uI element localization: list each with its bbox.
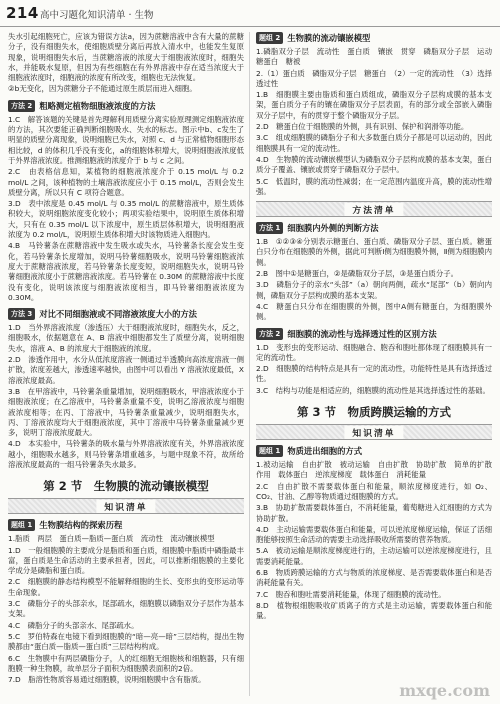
paragraph: 5.C 低温时，膜的流动性减弱；在一定范围内温度升高，膜的流动性增强。 xyxy=(256,176,492,196)
method-title: 细胞膜内外侧的判断方法 xyxy=(287,223,379,234)
paragraph: 1.B ①②③④分别表示糖蛋白、蛋白质、磷脂双分子层、蛋白质。糖蛋白只分布在细胞膜的外侧，据此可判断Ⅰ侧为细胞膜外侧，Ⅱ侧为细胞膜内侧。 xyxy=(256,237,492,267)
paragraph: 1.被动运输 自由扩散 被动运输 自由扩散 协助扩散 简单的扩散作用 载体蛋白 逆浓度梯度 载体蛋白 消耗能量 xyxy=(256,460,492,480)
group-tag: 题组 1 xyxy=(8,519,35,531)
paragraph: 4.D 本实验中，马铃薯条的吸水量与外界溶液浓度有关，外界溶液浓度越小，细胞吸水越多，则马铃薯条增重越多，与题中现象不符，故所给溶液浓度最高的一组马铃薯条失水最多。 xyxy=(8,439,244,469)
method-title: 细胞膜的流动性与选择透过性的区别方法 xyxy=(287,328,437,339)
paragraph: 4.B 马铃薯条在蔗糖溶液中发生吸水或失水，马铃薯条长度会发生变化，若马铃薯条长度增加，说明马铃薯细胞吸水，说明马铃薯细胞液浓度大于蔗糖溶液浓度，若马铃薯条长度变短，说明细胞失水，说明马铃薯细胞液浓度小于蔗糖溶液浓度。若马铃薯在 0.30M 的蔗糖溶液中长度没有变化，说明该浓度与细胞液浓度相当，即马铃薯细胞液浓度为 0.30M。 xyxy=(8,241,244,302)
paragraph: 1.D 一般细胞膜的主要成分是脂质和蛋白质，细胞膜中脂质中磷脂最丰富，蛋白质是生命活动的主要承担者，因此，可以推断细胞膜的主要化学成分是磷脂和蛋白质。 xyxy=(8,545,244,576)
paragraph: 1.B 细胞膜主要由脂质和蛋白质组成，磷脂双分子层构成膜的基本支架，蛋白质分子有的镶在磷脂双分子层表面，有的部分或全部嵌入磷脂双分子层中，有的贯穿于整个磷脂双分子层。 xyxy=(256,90,492,120)
method-tag: 方法 3 xyxy=(8,308,35,320)
paragraph: 7.C 胞吞和胞吐需要消耗能量，体现了细胞膜的流动性。 xyxy=(256,589,446,599)
paragraph: 3.B 在甲溶液中，马铃薯条重量增加，说明细胞吸水，甲溶液浓度小于细胞液浓度；在乙溶液中，马铃薯条重量不变，说明乙溶液浓度与细胞液浓度相等；在丙、丁溶液中，马铃薯条重量减少，说明细胞失水，丙、丁溶液浓度均大于细胞液浓度，其中丁溶液中马铃薯条重量减少更多，说明丁溶液浓度最大。 xyxy=(8,386,244,438)
page-number: 214 xyxy=(6,4,39,22)
method-title: 对比不同细胞液或不同溶液浓度大小的方法 xyxy=(39,309,197,320)
knowledge-banner xyxy=(8,498,244,514)
group-tag: 题组 2 xyxy=(256,32,283,44)
paragraph: 5.A 被动运输是顺浓度梯度进行的，主动运输可以逆浓度梯度进行，且需要消耗能量。 xyxy=(256,546,492,566)
method-heading xyxy=(8,308,244,320)
group-title: 生物膜的流动镶嵌模型 xyxy=(287,33,371,43)
group-title: 物质进出细胞的方式 xyxy=(287,446,362,457)
method-tag: 方法 2 xyxy=(8,100,35,112)
method-heading xyxy=(256,328,492,340)
paragraph: 4.D 主动运输需要载体蛋白和能量，可以逆浓度梯度运输，保证了活细胞能够按照生命活动的需要主动选择吸收所需要的营养物质。 xyxy=(256,524,492,545)
paragraph: 3.C 组成细胞膜的磷脂分子和大多数蛋白质分子都是可以运动的，因此细胞膜具有一定的流动性。 xyxy=(256,133,492,153)
paragraph: 1.C 解答该题的关键是首先理解利用质壁分离实验原理测定细胞液浓度的方法，其次要能正确判断细胞吸水、失水的标志。图示中b、c发生了明显的质壁分离现象，说明细胞已失水，对照 c、d 与正常植物细胞形态相比较，d 的体积几乎没有变化，a的细胞体积增大，说明细胞液浓度低于外界溶液浓度。推测细胞液的浓度介于 b 与 c 之间。 xyxy=(8,114,244,165)
paragraph: 失水引起细胞死亡，应该为错误方法a，因为蔗糖溶液中含有大量的蔗糖分子，没有细胞失水，使细胞质壁分离后再放入清水中，也能发生复原现象，说明细胞失水后，当蔗糖溶液的浓度大于细胞液浓度时，细胞失水，并能吸水复原，但因为有些细胞在有外界溶液中存在适当浓度大于细胞液浓度时，细胞液的浓度有所改变，细胞也无法恢复。 xyxy=(8,32,244,83)
paragraph: 2.D 糖蛋白位于细胞膜的外侧，具有识别、保护和润滑等功能。 xyxy=(256,122,469,132)
paragraph: 2.（1）蛋白质 磷脂双分子层 糖蛋白 （2）一定的流动性 （3）选择透过性 xyxy=(256,68,492,88)
paragraph: 1.脂质 两层 蛋白质—脂质—蛋白质 流动性 流动镶嵌模型 xyxy=(8,534,215,544)
banner-label: 方法清单 xyxy=(344,203,403,216)
paragraph: 2.C 自由扩散不需要载体蛋白和能量，顺浓度梯度进行，如 O₂、CO₂、甘油、乙醇等物质通过细胞膜的方式。 xyxy=(256,481,492,501)
method-tag: 方法 2 xyxy=(256,328,283,340)
paragraph: 4.D 生物膜的流动镶嵌模型认为磷脂双分子层构成膜的基本支架，蛋白质分子覆盖、镶嵌或贯穿于磷脂双分子层中。 xyxy=(256,154,492,175)
paragraph: 3.B 协助扩散需要载体蛋白，不消耗能量，葡萄糖进入红细胞的方式为协助扩散。 xyxy=(256,503,492,523)
paragraph: 2.B 图中①是糖蛋白，②是磷脂双分子层，③是蛋白质分子。 xyxy=(256,269,458,279)
column-divider xyxy=(249,32,250,696)
group-heading xyxy=(8,519,244,531)
group-title: 生物膜结构的探索历程 xyxy=(39,520,123,531)
paragraph: 3.D 磷脂分子的亲水“头部”（a）朝向两侧，疏水“尾部”（b）朝向内侧，磷脂双分子层构成膜的基本支架。 xyxy=(256,280,492,300)
banner-label: 知识清单 xyxy=(344,426,403,439)
method-heading xyxy=(256,222,492,234)
banner-label: 知识清单 xyxy=(96,500,155,513)
book-title: 高中习题化知识清单 · 生物 xyxy=(40,10,154,21)
paragraph: 5.C 罗伯特森在电镜下看到细胞膜的“暗—亮—暗”三层结构，提出生物膜都由“蛋白质—脂质—蛋白质”三层结构构成。 xyxy=(8,631,244,652)
paragraph: 8.D 植物根细胞吸收矿质离子的方式是主动运输，需要载体蛋白和能量。 xyxy=(256,600,492,621)
paragraph: 2.C 细胞膜的静态结构模型不能解释细胞的生长、变形虫的变形运动等生命现象。 xyxy=(8,577,244,597)
paragraph: 3.C 磷脂分子的头部亲水，尾部疏水，细胞膜以磷脂双分子层作为基本支架。 xyxy=(8,599,244,619)
knowledge-banner xyxy=(256,424,492,440)
group-heading xyxy=(256,445,492,457)
paragraph: 2.C 由表格信息知，某植物的细胞液浓度介于 0.15 mol/L 与 0.2 mol/L 之间，该种植物的土壤溶液浓度应小于 0.15 mol/L，否则会发生质壁分离，所以只有 C 项符合题意。 xyxy=(8,167,244,197)
page-header xyxy=(0,0,500,27)
paragraph: 2.D 细胞膜的结构特点是具有一定的流动性，功能特性是具有选择透过性。 xyxy=(256,364,492,384)
paragraph: 3.C 结构与功能是相适应的，细胞膜的流动性是其选择透过性的基础。 xyxy=(256,385,490,395)
method-banner xyxy=(256,201,492,217)
group-heading xyxy=(256,32,492,44)
paragraph: 2.D 渗透作用中，水分从低浓度溶液一侧通过半透膜向高浓度溶液一侧扩散，浓度差越大，渗透速率越快，由图中可以看出 Y 溶液浓度最低，X 溶液浓度最高。 xyxy=(8,355,244,385)
group-tag: 题组 1 xyxy=(256,445,283,457)
section-title: 第 2 节 生物膜的流动镶嵌模型 xyxy=(43,479,209,494)
paragraph: 4.C 磷脂分子的头部亲水、尾部疏水。 xyxy=(8,620,139,630)
paragraph: 3.D 表中浓度是 0.45 mol/L 与 0.35 mol/L 的蔗糖溶液中，原生质体积较大，说明细胞浓度变化较小；两项实验结果中，说明原生质体积增大，只有在 0.35 mol/L 以下浓度中，原生质层体积增大，说明细胞液浓度为 0.2 mol/L，说明原生质体积增大时该物质进入细胞内。 xyxy=(8,199,244,240)
paragraph: 7.D 脂溶性物质容易通过细胞膜，说明细胞膜中含有脂质。 xyxy=(8,675,206,685)
paragraph: 1.D 当外界溶液浓度（渗透压）大于细胞液浓度时，细胞失水，反之，细胞吸水，依据题意在 A、B 溶液中细胞都发生了质壁分离，说明细胞失水，溶液 A、B 的浓度大于细胞液的浓度。 xyxy=(8,323,244,353)
paragraph: 1.磷脂双分子层 流动性 蛋白质 镶嵌 贯穿 磷脂双分子层 运动 糖蛋白 糖被 xyxy=(256,47,500,67)
paragraph: ②b无变化，因为蔗糖分子不能通过原生质层而进入细胞。 xyxy=(8,84,197,94)
left-column xyxy=(8,32,244,696)
paragraph: 6.C 生物膜中有两层磷脂分子，人的红细胞无细胞核和细胞器，只有细胞膜一种生物膜，故单层分子面积为细胞膜表面积的2倍。 xyxy=(8,653,244,673)
watermark: mxqe.com xyxy=(399,681,490,700)
paragraph: 4.C 糖蛋白只分布在细胞膜的外侧，图中A侧有糖蛋白，为细胞膜外侧。 xyxy=(256,301,492,322)
method-heading xyxy=(8,100,244,112)
paragraph: 6.B 物质跨膜运输的方式与物质的浓度梯度、是否需要载体蛋白和是否消耗能量有关。 xyxy=(256,567,492,588)
method-title: 粗略测定植物细胞液浓度的方法 xyxy=(39,100,156,111)
section-title: 第 3 节 物质跨膜运输的方式 xyxy=(296,405,451,420)
right-column xyxy=(256,32,500,696)
paragraph: 1.D 变形虫的变形运动、细胞融合、胞吞和胞吐都体现了细胞膜具有一定的流动性。 xyxy=(256,342,492,362)
method-tag: 方法 1 xyxy=(256,222,283,234)
